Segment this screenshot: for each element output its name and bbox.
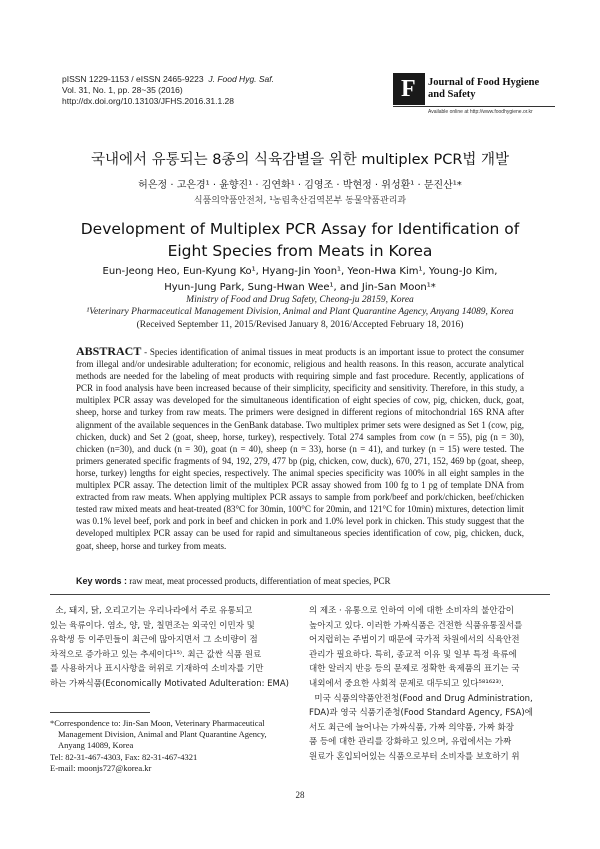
korean-title: 국내에서 유통되는 8종의 식육감별을 위한 multiplex PCR법 개발 <box>90 152 510 168</box>
abstract-label: ABSTRACT <box>76 344 142 358</box>
affiliation-2: ¹Veterinary Pharmaceutical Management Division, Animal and Plant Quarantine Agency, Anyang 14089, Korea <box>86 307 514 317</box>
logo-title-line2: and Safety <box>428 89 476 100</box>
abstract-text: - Species identification of animal tissues in meat products is an important issue to protect the consumer from illegal and/or undesirable adulteration; for economic, religious and health reasons. In this reason, accurate analytical methods are needed for the labeling of meat products with requiring simple and fast procedure. Recently, applications of PCR in food analysis have been increased because of their simplicity, specificity and sensitivity. Therefore, in this study, a multiplex PCR assay was developed for the simultaneous identification of eight species of cow, pig, chicken, duck, goat, sheep, horse and turkey from raw meats. The primers were designed in different regions of mitochondrial 16S RNA after alignment of the available sequences in the GenBank database. Two multiplex primer sets were designed as Set 1 (cow, pig, chicken, duck) and Set 2 (goat, sheep, horse, turkey), respectively. Total 274 samples from cow (n = 55), pig (n = 30), chicken (n=30), and duck (n = 30), goat (n = 40), sheep (n = 33), horse (n = 41), and turkey (n = 15) were tested. The primers generated specific fragments of 94, 192, 279, 477 bp (pig, chicken, cow, duck), 670, 271, 152, 469 bp (goat, sheep, horse, turkey) lengths for eight species, respectively. The animal species specificity was 100% in all eight samples in the multiplex PCR assay. The detection limit of the multiplex PCR assay showed from 100 fg to 1 pg of template DNA from extracted from raw meats. When applying multiplex PCR assays to sample from pork/beef and pork/chicken, beef/chicken tested raw mixed meats and heat-treated (83°C for 30min, 100°C for 20min, and 121°C for 10min) mixtures, detection limit was 0.1% level beef, pork and pork in beef and chicken in pork and 1.0% level pork in chicken. This study suggest that the developed multiplex PCR assay can be used for rapid and simultaneous species identification of cow, pig, chicken, duck, goat, sheep, horse and turkey from meats. <box>76 347 524 551</box>
body-line: 품 등에 대한 관리를 강화하고 있으며, 유럽에서는 가짜 <box>309 737 512 748</box>
page-number: 28 <box>295 790 305 800</box>
section-divider <box>50 594 550 595</box>
abstract <box>76 345 524 552</box>
body-column-right <box>309 604 549 765</box>
keywords <box>76 576 524 586</box>
logo-title-line1: Journal of Food Hygiene <box>428 77 540 88</box>
body-line: 내외에서 중요한 사회적 문제로 대두되고 있다⁵⁸¹⁶²³⁾. <box>309 678 504 689</box>
body-line: 관리가 필요하다. 특히, 종교적 이유 및 일부 특정 육류에 <box>309 649 517 660</box>
footnote-email[interactable]: E-mail: moonjs727@korea.kr <box>50 762 152 773</box>
body-line: 원료가 혼입되어있는 식품으로부터 소비자를 보호하기 위 <box>309 751 520 762</box>
affiliation-1: Ministry of Food and Drug Safety, Cheong-ju 28159, Korea <box>186 295 414 305</box>
body-line: 차적으로 증가하고 있는 추세이다¹⁵⁾. 최근 값싼 식품 원료 <box>50 649 262 660</box>
received-dates: (Received September 11, 2015/Revised January 8, 2016/Accepted February 18, 2016) <box>136 320 464 330</box>
body-line: 높아지고 있다. 이러한 가짜식품은 건전한 식품유통질서를 <box>309 620 523 631</box>
footnote-contact: Tel: 82-31-467-4303, Fax: 82-31-467-4321 <box>50 751 198 762</box>
korean-affiliation: 식품의약품안전처, ¹농림축산검역본부 동물약품관리과 <box>193 196 407 206</box>
body-line: 있는 육류이다. 염소, 양, 말, 칠면조는 외국인 이민자 및 <box>50 620 255 631</box>
journal-logo-title <box>428 77 539 101</box>
body-line: 유학생 등 이주민들이 최근에 많아지면서 그 소비량이 점 <box>50 635 258 646</box>
body-line: 를 사용하거나 표시사항을 허위로 기재하여 소비자를 기만 <box>50 664 264 675</box>
body-line: FDA)과 영국 식품기준청(Food Standard Agency, FSA)에 <box>309 708 533 719</box>
body-line: 하는 가짜식품(Economically Motivated Adulteration: EMA) <box>50 678 289 689</box>
english-title <box>0 218 600 262</box>
english-title-line1: Development of Multiplex PCR Assay for Identification of <box>80 220 520 238</box>
footnote-line: *Correspondence to: Jin-San Moon, Veterinary Pharmaceutical <box>50 718 265 728</box>
logo-divider <box>393 106 555 107</box>
journal-header <box>62 74 274 107</box>
journal-abbrev: J. Food Hyg. Saf. <box>208 74 275 84</box>
body-column-left <box>50 604 290 692</box>
journal-logo <box>393 73 425 105</box>
body-line: 소, 돼지, 닭, 오리고기는 우리나라에서 주로 유통되고 <box>50 606 253 616</box>
body-line: 서도 최근에 늘어나는 가짜식품, 가짜 의약품, 가짜 화장 <box>309 722 514 733</box>
footnote-line: Management Division, Animal and Plant Quarantine Agency, <box>58 729 267 740</box>
volume-info: Vol. 31, No. 1, pp. 28~35 (2016) <box>62 85 183 95</box>
issn: pISSN 1229-1153 / eISSN 2465-9223 <box>62 74 204 84</box>
keywords-text: raw meat, meat processed products, differentiation of meat species, PCR <box>127 576 391 586</box>
body-line: 미국 식품의약품안전청(Food and Drug Administration, <box>309 693 533 704</box>
correspondence-footnote <box>50 718 300 774</box>
journal-url[interactable]: Available online at http://www.foodhygiene.or.kr <box>428 109 533 115</box>
english-authors-line2: Hyun-Jung Park, Sung-Hwan Wee¹, and Jin-San Moon¹* <box>164 282 436 293</box>
body-line: 의 제조 · 유통으로 인하여 이에 대한 소비자의 불안감이 <box>309 606 514 616</box>
english-authors-line1: Eun-Jeong Heo, Eun-Kyung Ko¹, Hyang-Jin Yoon¹, Yeon-Hwa Kim¹, Young-Jo Kim, <box>102 266 498 277</box>
korean-authors: 허은정 · 고은경¹ · 윤향진¹ · 김연화¹ · 김영조 · 박현정 · 위성환¹ · 문진산¹* <box>138 180 462 191</box>
footnote-divider <box>50 712 150 713</box>
logo-glyph: F <box>401 76 416 102</box>
body-line: 대한 알러지 반응 등의 문제로 정확한 육제품의 표기는 국 <box>309 664 520 675</box>
doi-link[interactable]: http://dx.doi.org/10.13103/JFHS.2016.31.1.28 <box>62 96 235 106</box>
english-title-line2: Eight Species from Meats in Korea <box>167 242 433 260</box>
footnote-line: Anyang 14089, Korea <box>58 740 134 751</box>
body-line: 어지럽히는 주범이기 때문에 국가적 차원에서의 식육안전 <box>309 635 520 646</box>
english-authors <box>0 264 600 296</box>
keywords-label: Key words : <box>76 576 128 586</box>
